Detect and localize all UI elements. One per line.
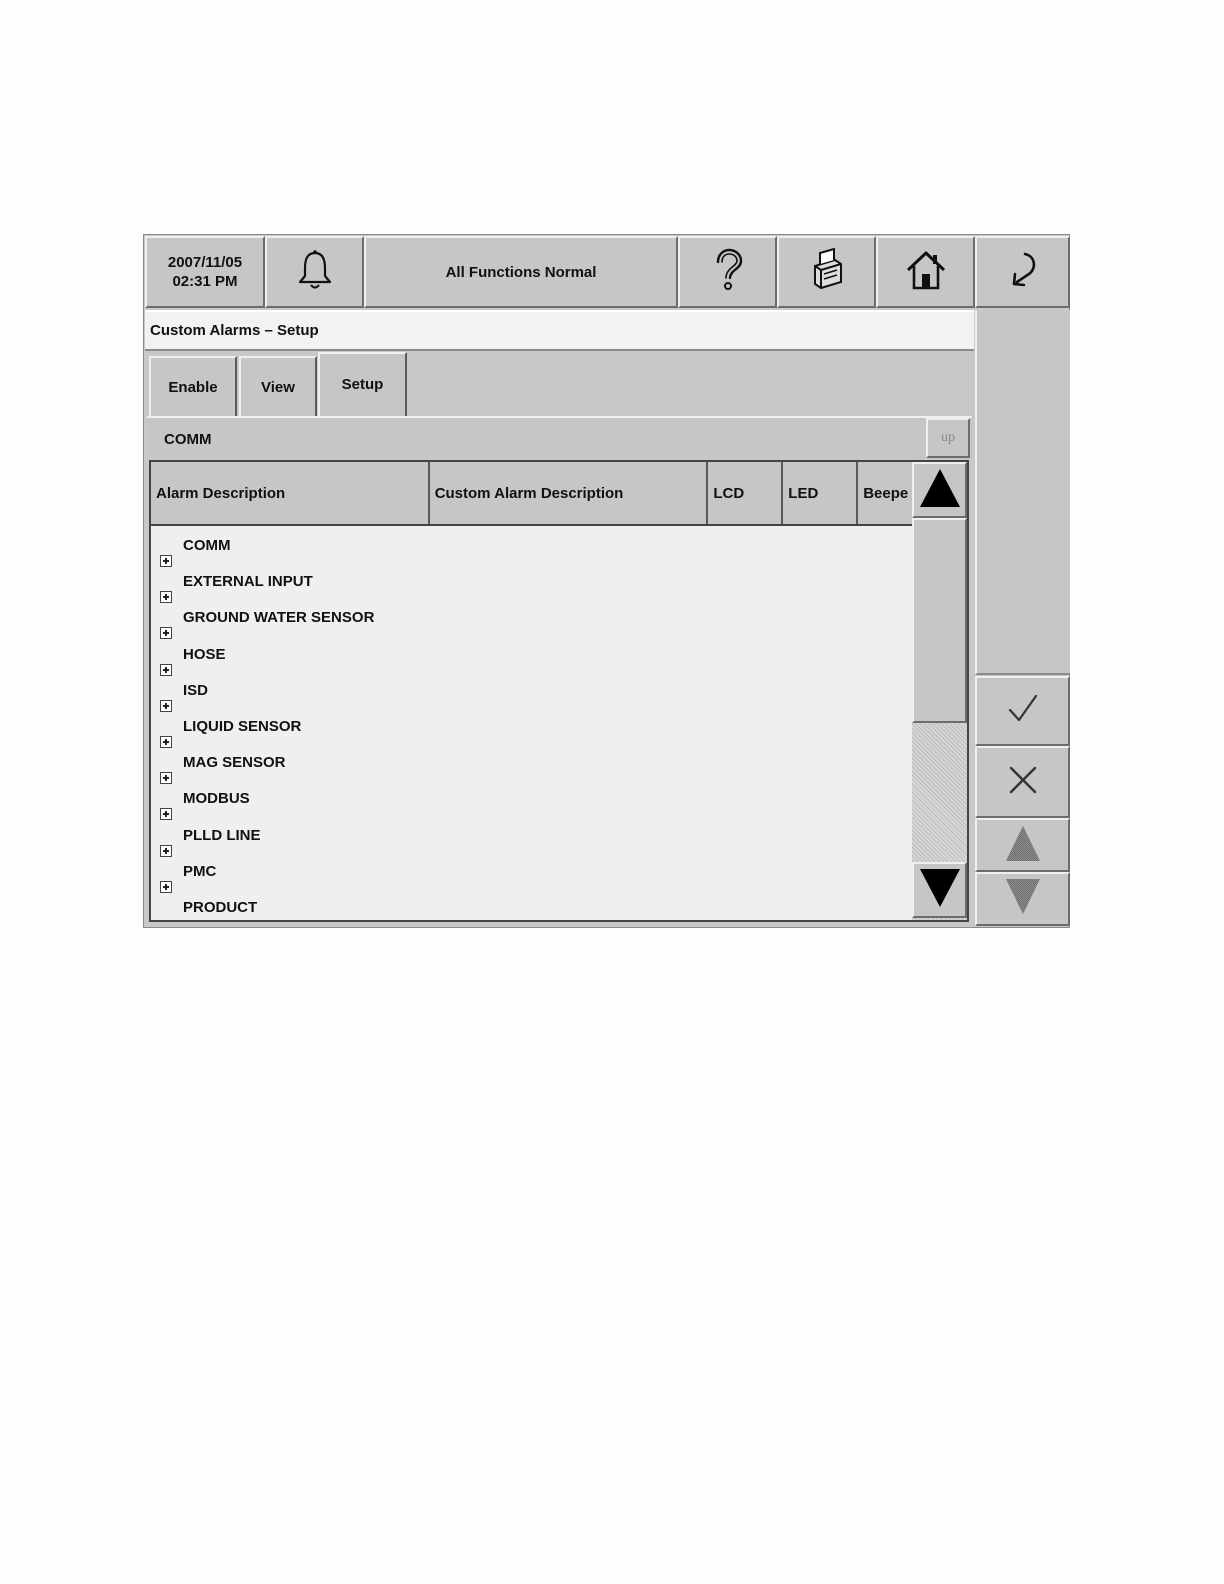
list-item[interactable] — [150, 859, 910, 895]
list-item[interactable] — [150, 823, 910, 859]
back-button[interactable] — [975, 236, 1070, 308]
system-status-display — [364, 236, 678, 308]
help-button[interactable] — [678, 236, 777, 308]
list-item-label: PRODUCT — [183, 899, 258, 916]
print-button[interactable] — [777, 236, 876, 308]
list-item[interactable] — [150, 678, 910, 714]
tab-setup-label: Setup — [341, 376, 384, 393]
list-item-label: ISD — [183, 681, 209, 699]
table-header — [151, 462, 912, 526]
home-button[interactable] — [876, 236, 975, 308]
triangle-down-icon — [918, 866, 962, 915]
time-text: 02:31 PM — [172, 273, 238, 290]
expand-plus-icon[interactable] — [160, 700, 172, 712]
expand-plus-icon[interactable] — [160, 808, 172, 820]
list-item[interactable] — [150, 714, 910, 750]
checkmark-icon — [1005, 691, 1041, 732]
column-alarm-description[interactable]: Alarm Description — [151, 462, 430, 524]
path-bar — [147, 416, 972, 460]
column-lcd[interactable]: LCD — [708, 462, 783, 524]
tab-setup[interactable] — [318, 352, 407, 418]
home-icon — [904, 248, 948, 297]
x-icon — [1005, 762, 1041, 803]
list-item-label: MODBUS — [183, 790, 250, 808]
scrollbar-thumb[interactable] — [912, 518, 967, 723]
cancel-button[interactable] — [975, 746, 1070, 818]
list-item-label: MAG SENSOR — [183, 754, 286, 772]
date-text: 2007/11/05 — [167, 254, 243, 271]
expand-plus-icon[interactable] — [160, 772, 172, 784]
date-time-display — [145, 236, 265, 308]
column-custom-alarm-description[interactable]: Custom Alarm Description — [430, 462, 709, 524]
list-item[interactable] — [150, 605, 910, 641]
page-down-icon — [1003, 877, 1043, 922]
tab-view[interactable] — [239, 356, 317, 416]
list-item-label: HOSE — [183, 645, 226, 663]
expand-plus-icon[interactable] — [160, 664, 172, 676]
list-item-label: LIQUID SENSOR — [183, 718, 302, 735]
bell-icon — [293, 248, 337, 297]
expand-plus-icon[interactable] — [160, 736, 172, 748]
scroll-up-button[interactable] — [912, 462, 967, 518]
list-item[interactable] — [150, 569, 910, 605]
expand-plus-icon[interactable] — [160, 845, 172, 857]
list-item-label: PMC — [183, 862, 217, 880]
expand-plus-icon[interactable] — [160, 555, 172, 567]
expand-plus-icon[interactable] — [160, 591, 172, 603]
page-down-button[interactable] — [975, 872, 1070, 926]
sidebar-blank-panel — [975, 310, 1070, 675]
list-item[interactable] — [150, 786, 910, 822]
list-item-label: COMM — [183, 537, 231, 554]
list-item[interactable] — [150, 895, 910, 921]
page-up-button[interactable] — [975, 818, 1070, 872]
back-arrow-icon — [1001, 248, 1045, 297]
tab-enable[interactable] — [149, 356, 237, 416]
printer-icon — [805, 248, 849, 297]
list-item-label: PLLD LINE — [183, 826, 261, 844]
list-item[interactable] — [150, 533, 910, 569]
list-item-label: EXTERNAL INPUT — [183, 573, 313, 591]
page-up-icon — [1003, 823, 1043, 868]
scroll-down-button[interactable] — [912, 862, 967, 918]
list-item-label: GROUND WATER SENSOR — [183, 609, 375, 627]
expand-plus-icon[interactable] — [160, 881, 172, 893]
help-icon — [706, 247, 750, 298]
tab-view-label: View — [261, 378, 295, 396]
column-beeper[interactable]: Beepe — [858, 462, 912, 524]
up-button[interactable] — [926, 418, 970, 458]
up-button-label: up — [941, 430, 955, 445]
expand-plus-icon[interactable] — [160, 627, 172, 639]
accept-button[interactable] — [975, 676, 1070, 746]
tab-enable-label: Enable — [168, 378, 218, 396]
column-led[interactable]: LED — [783, 462, 858, 524]
list-item[interactable] — [150, 750, 910, 786]
page-title-bar — [145, 310, 974, 351]
list-item[interactable] — [150, 642, 910, 678]
current-path: COMM — [164, 430, 212, 448]
alarm-bell-button[interactable] — [265, 236, 364, 308]
triangle-up-icon — [918, 466, 962, 515]
status-text: All Functions Normal — [445, 263, 597, 281]
page-title: Custom Alarms – Setup — [150, 322, 319, 339]
